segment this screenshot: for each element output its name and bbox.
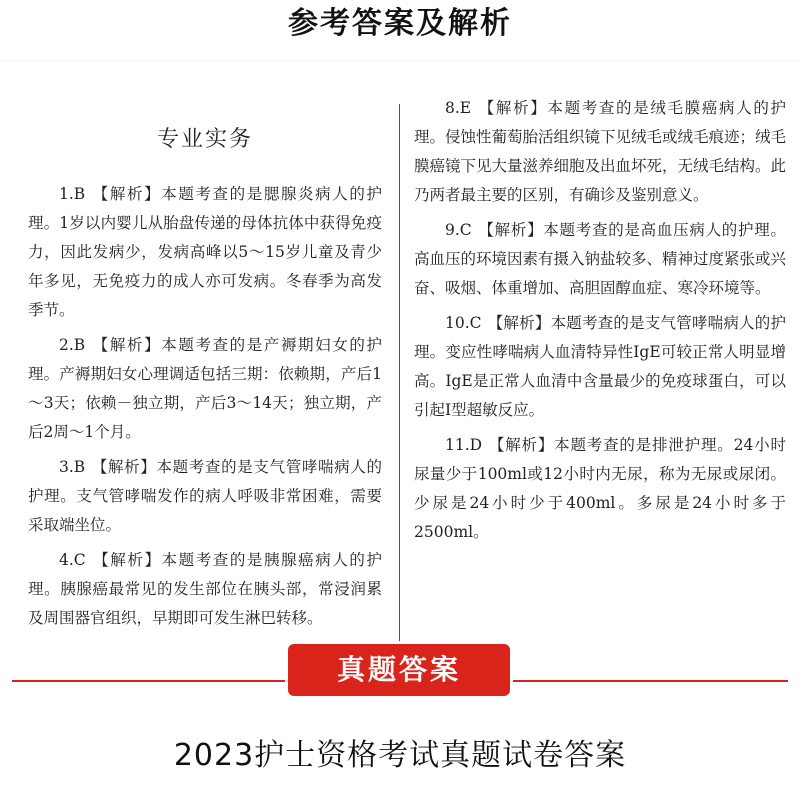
answer-item [414,309,786,425]
analysis-tag: 【解析】 [91,336,162,354]
answer-item [28,546,382,633]
analysis-tag: 【解析】 [91,551,162,569]
answer-item [28,180,382,325]
answer-number: 3.B [59,458,86,476]
analysis-tag: 【解析】 [488,436,555,454]
answer-number: 10.C [445,314,482,332]
left-column [28,180,382,639]
answer-banner: 真题答案 [288,644,510,696]
answer-item [28,331,382,447]
answer-text: 本题考查的是产褥期妇女的护理。产褥期妇女心理调适包括三期：依赖期，产后1～3天；依赖－独立期，产后3～14天；独立期，产后2周～1个月。 [28,336,382,441]
answer-number: 4.C [59,551,86,569]
answer-item [414,94,786,210]
column-divider [399,104,400,664]
analysis-tag: 【解析】 [91,458,157,476]
analysis-tag: 【解析】 [487,314,551,332]
right-column [414,94,786,553]
answer-text: 本题考查的是排泄护理。24小时尿量少于100ml或12小时内无尿，称为无尿或尿闭。少尿是24小时少于400ml。多尿是24小时多于2500ml。 [414,436,786,541]
answer-number: 9.C [445,221,472,239]
answer-item [28,453,382,540]
answer-text: 本题考查的是支气管哮喘病人的护理。变应性哮喘病人血清特异性IgE可较正常人明显增高。IgE是正常人血清中含量最少的免疫球蛋白，可以引起Ⅰ型超敏反应。 [414,314,786,419]
answer-text: 本题考查的是胰腺癌病人的护理。胰腺癌最常见的发生部位在胰头部，常浸润累及周围器官组织，早期即可发生淋巴转移。 [28,551,382,627]
answer-text: 本题考查的是高血压病人的护理。高血压的环境因素有摄入钠盐较多、精神过度紧张或兴奋、吸烟、体重增加、高胆固醇血症、寒冷环境等。 [414,221,787,297]
answer-page [0,62,800,680]
answer-number: 1.B [59,185,86,203]
analysis-tag: 【解析】 [477,99,548,117]
page-title: 参考答案及解析 [288,6,512,41]
answer-number: 2.B [59,336,86,354]
answer-item [414,431,786,547]
section-title: 专业实务 [156,127,253,152]
analysis-tag: 【解析】 [91,185,162,203]
answer-text: 本题考查的是支气管哮喘病人的护理。支气管哮喘发作的病人呼吸非常困难，需要采取端坐位。 [28,458,382,534]
answer-number: 11.D [445,436,483,454]
answer-number: 8.E [445,99,472,117]
answer-text: 本题考查的是绒毛膜癌病人的护理。侵蚀性葡萄胎活组织镜下见绒毛或绒毛痕迹；绒毛膜癌镜下见大量滋养细胞及出血坏死，无绒毛结构。此乃两者最主要的区别，有确诊及鉴别意义。 [414,99,787,204]
answer-text: 本题考查的是腮腺炎病人的护理。1岁以内婴儿从胎盘传递的母体抗体中获得免疫力，因此发病少，发病高峰以5～15岁儿童及青少年多见，无免疫力的成人亦可发病。冬春季为高发季节。 [28,185,382,319]
answer-item [414,216,786,303]
analysis-tag: 【解析】 [477,221,544,239]
footer-title: 2023护士资格考试真题试卷答案 [173,738,627,773]
